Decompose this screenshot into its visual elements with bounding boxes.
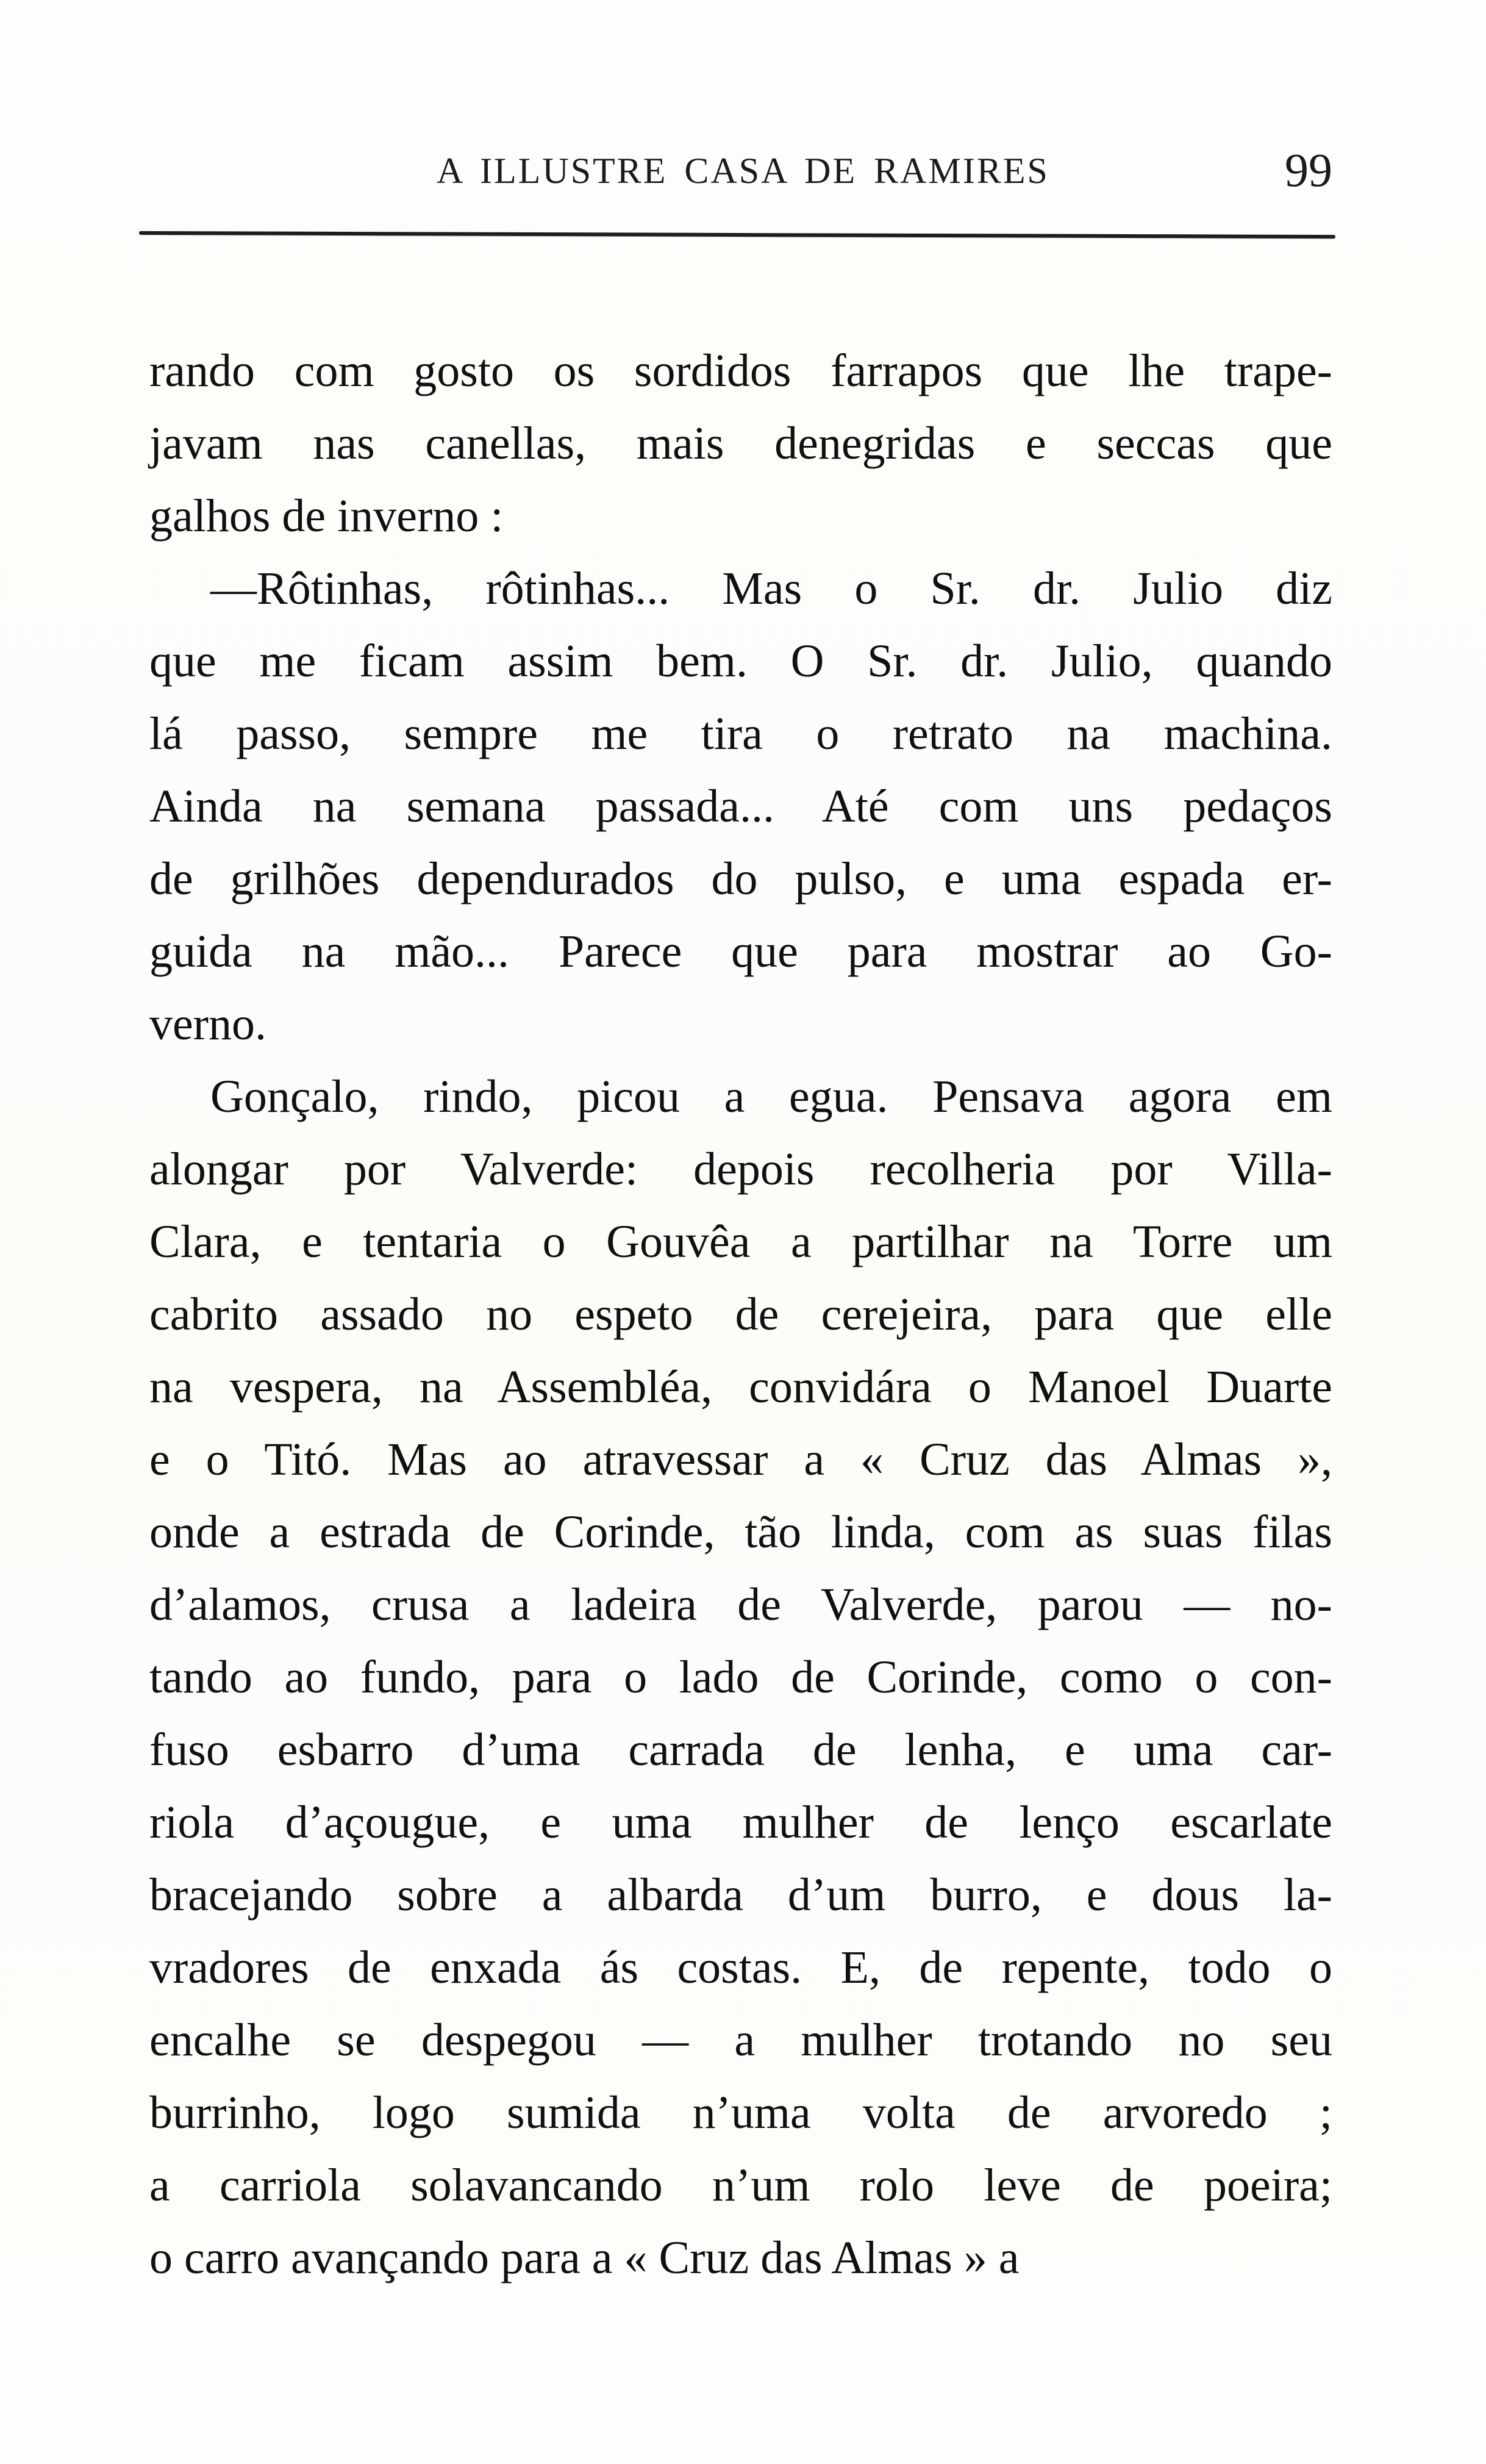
text-line: onde a estrada de Corinde, tão linda, com as suas filas [149, 1506, 1332, 1558]
text-line: bracejando sobre a albarda d’um burro, e dous la- [149, 1869, 1332, 1921]
text-line: galhos de inverno : [149, 490, 504, 542]
text-line: d’alamos, crusa a ladeira de Valverde, parou — no- [149, 1579, 1332, 1630]
text-line: encalhe se despegou — a mulher trotando no seu [149, 2015, 1332, 2066]
text-line: o carro avançando para a « Cruz das Almas » a [149, 2232, 1020, 2283]
text-line: na vespera, na Assembléa, convidára o Manoel Duarte [149, 1361, 1332, 1413]
header-rule [139, 231, 1335, 238]
text-line: de grilhões dependurados do pulso, e uma espada er- [149, 853, 1332, 904]
text-line: Ainda na semana passada... Até com uns pedaços [149, 781, 1332, 832]
text-line: javam nas canellas, mais denegridas e seccas que [149, 418, 1332, 469]
page-text [149, 335, 1332, 2294]
text-line: que me ficam assim bem. O Sr. dr. Julio, quando [149, 636, 1332, 687]
text-line: Gonçalo, rindo, picou a egua. Pensava agora em [210, 1071, 1332, 1122]
text-line: cabrito assado no espeto de cerejeira, para que elle [149, 1289, 1332, 1340]
text-line: e o Titó. Mas ao atravessar a « Cruz das Almas », [149, 1434, 1332, 1485]
text-line: alongar por Valverde: depois recolheria por Villa- [149, 1144, 1332, 1195]
text-line: rando com gosto os sordidos farrapos que lhe trape- [149, 345, 1332, 396]
running-title: A ILLUSTRE CASA DE RAMIRES [437, 151, 1049, 191]
text-line: verno. [149, 998, 267, 1050]
text-line: guida na mão... Parece que para mostrar ao Go- [149, 926, 1332, 977]
text-line: tando ao fundo, para o lado de Corinde, como o con- [149, 1652, 1332, 1703]
text-line: —Rôtinhas, rôtinhas... Mas o Sr. dr. Julio diz [210, 563, 1332, 614]
text-line: a carriola solavancando n’um rolo leve de poeira; [149, 2160, 1332, 2211]
text-line: burrinho, logo sumida n’uma volta de arvoredo ; [149, 2087, 1332, 2138]
text-line: vradores de enxada ás costas. E, de repente, todo o [149, 1942, 1332, 1993]
text-line: Clara, e tentaria o Gouvêa a partilhar na Torre um [149, 1216, 1332, 1267]
text-line: lá passo, sempre me tira o retrato na machina. [149, 708, 1332, 759]
page-number: 99 [1285, 143, 1332, 196]
text-line: fuso esbarro d’uma carrada de lenha, e uma car- [149, 1724, 1332, 1775]
text-line: riola d’açougue, e uma mulher de lenço escarlate [149, 1797, 1332, 1848]
